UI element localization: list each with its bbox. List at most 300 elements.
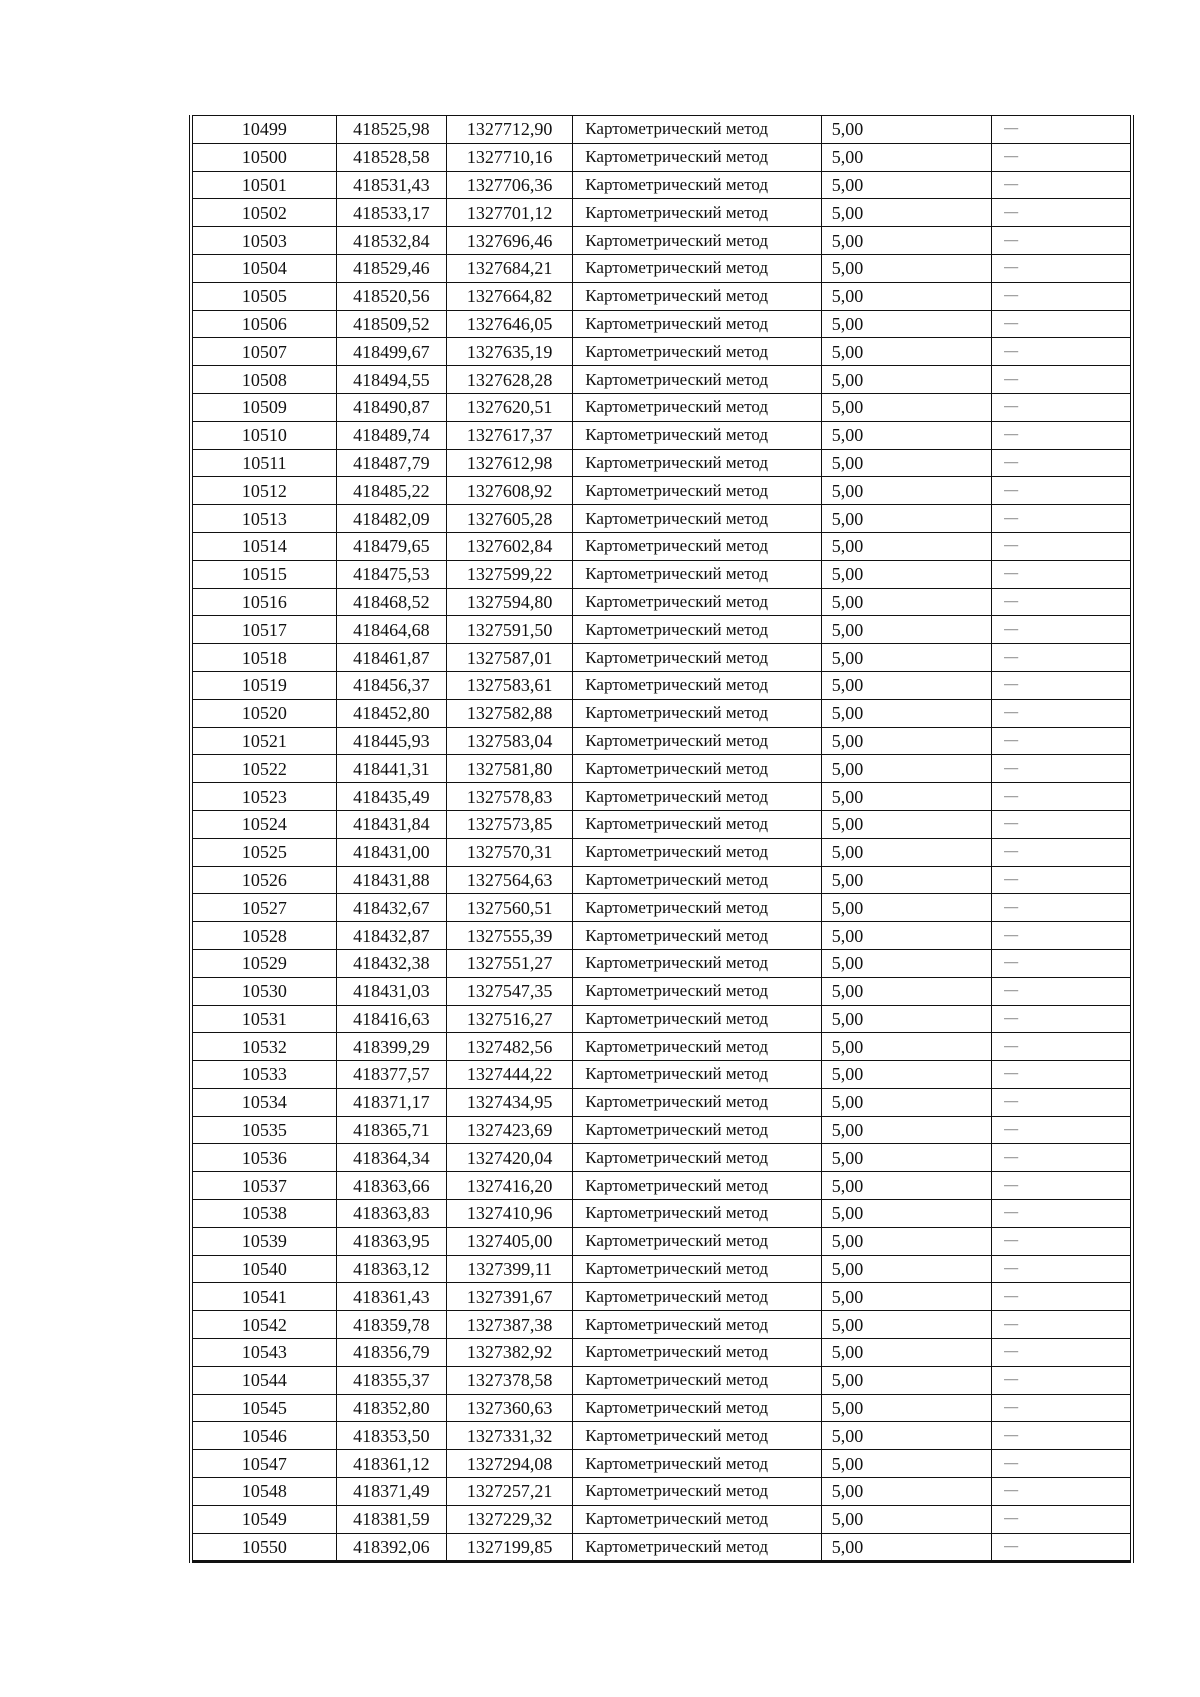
table-row	[191, 505, 1132, 533]
point-number-cell: 10500	[191, 143, 336, 171]
accuracy-cell: 5,00	[821, 783, 991, 811]
note-cell: —	[992, 282, 1132, 310]
accuracy-cell: 5,00	[821, 1061, 991, 1089]
table-row	[191, 588, 1132, 616]
method-cell: Картометрический метод	[573, 282, 822, 310]
note-cell: —	[992, 977, 1132, 1005]
accuracy-cell: 5,00	[821, 1366, 991, 1394]
table-row	[191, 1394, 1132, 1422]
x-coordinate-cell: 418531,43	[336, 171, 446, 199]
point-number-cell: 10543	[191, 1339, 336, 1367]
accuracy-cell: 5,00	[821, 1422, 991, 1450]
method-cell: Картометрический метод	[573, 227, 822, 255]
accuracy-cell: 5,00	[821, 1227, 991, 1255]
point-number-cell: 10538	[191, 1200, 336, 1228]
y-coordinate-cell: 1327684,21	[447, 254, 573, 282]
note-cell: —	[992, 199, 1132, 227]
table-row	[191, 783, 1132, 811]
point-number-cell: 10518	[191, 644, 336, 672]
point-number-cell: 10505	[191, 282, 336, 310]
accuracy-cell: 5,00	[821, 1088, 991, 1116]
accuracy-cell: 5,00	[821, 1311, 991, 1339]
point-number-cell: 10530	[191, 977, 336, 1005]
point-number-cell: 10526	[191, 866, 336, 894]
x-coordinate-cell: 418371,49	[336, 1478, 446, 1506]
method-cell: Картометрический метод	[573, 1116, 822, 1144]
table-row	[191, 1227, 1132, 1255]
method-cell: Картометрический метод	[573, 894, 822, 922]
x-coordinate-cell: 418520,56	[336, 282, 446, 310]
accuracy-cell: 5,00	[821, 1339, 991, 1367]
y-coordinate-cell: 1327555,39	[447, 922, 573, 950]
table-row	[191, 727, 1132, 755]
x-coordinate-cell: 418468,52	[336, 588, 446, 616]
method-cell: Картометрический метод	[573, 505, 822, 533]
y-coordinate-cell: 1327587,01	[447, 644, 573, 672]
table-row	[191, 1088, 1132, 1116]
point-number-cell: 10545	[191, 1394, 336, 1422]
table-row	[191, 1144, 1132, 1172]
table-row	[191, 1033, 1132, 1061]
method-cell: Картометрический метод	[573, 560, 822, 588]
method-cell: Картометрический метод	[573, 421, 822, 449]
accuracy-cell: 5,00	[821, 1533, 991, 1562]
accuracy-cell: 5,00	[821, 282, 991, 310]
x-coordinate-cell: 418445,93	[336, 727, 446, 755]
y-coordinate-cell: 1327416,20	[447, 1172, 573, 1200]
accuracy-cell: 5,00	[821, 755, 991, 783]
x-coordinate-cell: 418461,87	[336, 644, 446, 672]
table-row	[191, 116, 1132, 144]
y-coordinate-cell: 1327199,85	[447, 1533, 573, 1562]
accuracy-cell: 5,00	[821, 616, 991, 644]
x-coordinate-cell: 418479,65	[336, 532, 446, 560]
y-coordinate-cell: 1327712,90	[447, 116, 573, 144]
table-row	[191, 449, 1132, 477]
x-coordinate-cell: 418485,22	[336, 477, 446, 505]
method-cell: Картометрический метод	[573, 783, 822, 811]
note-cell: —	[992, 338, 1132, 366]
y-coordinate-cell: 1327602,84	[447, 532, 573, 560]
accuracy-cell: 5,00	[821, 199, 991, 227]
table-row	[191, 644, 1132, 672]
note-cell: —	[992, 171, 1132, 199]
method-cell: Картометрический метод	[573, 1255, 822, 1283]
y-coordinate-cell: 1327706,36	[447, 171, 573, 199]
note-cell: —	[992, 755, 1132, 783]
x-coordinate-cell: 418435,49	[336, 783, 446, 811]
y-coordinate-cell: 1327620,51	[447, 393, 573, 421]
y-coordinate-cell: 1327635,19	[447, 338, 573, 366]
y-coordinate-cell: 1327591,50	[447, 616, 573, 644]
method-cell: Картометрический метод	[573, 477, 822, 505]
accuracy-cell: 5,00	[821, 1478, 991, 1506]
method-cell: Картометрический метод	[573, 199, 822, 227]
y-coordinate-cell: 1327560,51	[447, 894, 573, 922]
table-row	[191, 1339, 1132, 1367]
accuracy-cell: 5,00	[821, 1033, 991, 1061]
x-coordinate-cell: 418441,31	[336, 755, 446, 783]
x-coordinate-cell: 418363,83	[336, 1200, 446, 1228]
method-cell: Картометрический метод	[573, 977, 822, 1005]
method-cell: Картометрический метод	[573, 1033, 822, 1061]
point-number-cell: 10533	[191, 1061, 336, 1089]
x-coordinate-cell: 418432,38	[336, 949, 446, 977]
y-coordinate-cell: 1327382,92	[447, 1339, 573, 1367]
accuracy-cell: 5,00	[821, 1116, 991, 1144]
point-number-cell: 10507	[191, 338, 336, 366]
table-row	[191, 922, 1132, 950]
point-number-cell: 10527	[191, 894, 336, 922]
x-coordinate-cell: 418356,79	[336, 1339, 446, 1367]
method-cell: Картометрический метод	[573, 1088, 822, 1116]
point-number-cell: 10539	[191, 1227, 336, 1255]
method-cell: Картометрический метод	[573, 644, 822, 672]
point-number-cell: 10520	[191, 699, 336, 727]
accuracy-cell: 5,00	[821, 227, 991, 255]
y-coordinate-cell: 1327594,80	[447, 588, 573, 616]
table-row	[191, 699, 1132, 727]
method-cell: Картометрический метод	[573, 838, 822, 866]
point-number-cell: 10508	[191, 366, 336, 394]
y-coordinate-cell: 1327294,08	[447, 1450, 573, 1478]
x-coordinate-cell: 418377,57	[336, 1061, 446, 1089]
method-cell: Картометрический метод	[573, 449, 822, 477]
note-cell: —	[992, 894, 1132, 922]
y-coordinate-cell: 1327599,22	[447, 560, 573, 588]
point-number-cell: 10509	[191, 393, 336, 421]
note-cell: —	[992, 616, 1132, 644]
accuracy-cell: 5,00	[821, 644, 991, 672]
table-row	[191, 560, 1132, 588]
x-coordinate-cell: 418353,50	[336, 1422, 446, 1450]
accuracy-cell: 5,00	[821, 1255, 991, 1283]
method-cell: Картометрический метод	[573, 866, 822, 894]
method-cell: Картометрический метод	[573, 1283, 822, 1311]
x-coordinate-cell: 418482,09	[336, 505, 446, 533]
table-row	[191, 1533, 1132, 1562]
x-coordinate-cell: 418363,95	[336, 1227, 446, 1255]
accuracy-cell: 5,00	[821, 254, 991, 282]
method-cell: Картометрический метод	[573, 1339, 822, 1367]
accuracy-cell: 5,00	[821, 977, 991, 1005]
y-coordinate-cell: 1327257,21	[447, 1478, 573, 1506]
note-cell: —	[992, 810, 1132, 838]
method-cell: Картометрический метод	[573, 310, 822, 338]
table-row	[191, 1200, 1132, 1228]
point-number-cell: 10534	[191, 1088, 336, 1116]
accuracy-cell: 5,00	[821, 421, 991, 449]
point-number-cell: 10521	[191, 727, 336, 755]
x-coordinate-cell: 418533,17	[336, 199, 446, 227]
method-cell: Картометрический метод	[573, 338, 822, 366]
note-cell: —	[992, 1116, 1132, 1144]
point-number-cell: 10512	[191, 477, 336, 505]
note-cell: —	[992, 1533, 1132, 1562]
y-coordinate-cell: 1327701,12	[447, 199, 573, 227]
table-row	[191, 1505, 1132, 1533]
note-cell: —	[992, 532, 1132, 560]
note-cell: —	[992, 143, 1132, 171]
table-row	[191, 977, 1132, 1005]
x-coordinate-cell: 418525,98	[336, 116, 446, 144]
x-coordinate-cell: 418399,29	[336, 1033, 446, 1061]
point-number-cell: 10547	[191, 1450, 336, 1478]
y-coordinate-cell: 1327516,27	[447, 1005, 573, 1033]
note-cell: —	[992, 1422, 1132, 1450]
point-number-cell: 10542	[191, 1311, 336, 1339]
x-coordinate-cell: 418361,12	[336, 1450, 446, 1478]
y-coordinate-cell: 1327628,28	[447, 366, 573, 394]
accuracy-cell: 5,00	[821, 310, 991, 338]
note-cell: —	[992, 116, 1132, 144]
note-cell: —	[992, 1366, 1132, 1394]
accuracy-cell: 5,00	[821, 449, 991, 477]
accuracy-cell: 5,00	[821, 727, 991, 755]
accuracy-cell: 5,00	[821, 1505, 991, 1533]
x-coordinate-cell: 418431,03	[336, 977, 446, 1005]
y-coordinate-cell: 1327664,82	[447, 282, 573, 310]
coordinates-table	[189, 115, 1134, 1563]
y-coordinate-cell: 1327573,85	[447, 810, 573, 838]
note-cell: —	[992, 783, 1132, 811]
y-coordinate-cell: 1327387,38	[447, 1311, 573, 1339]
y-coordinate-cell: 1327582,88	[447, 699, 573, 727]
point-number-cell: 10516	[191, 588, 336, 616]
note-cell: —	[992, 838, 1132, 866]
method-cell: Картометрический метод	[573, 171, 822, 199]
accuracy-cell: 5,00	[821, 922, 991, 950]
table-row	[191, 338, 1132, 366]
note-cell: —	[992, 449, 1132, 477]
accuracy-cell: 5,00	[821, 505, 991, 533]
method-cell: Картометрический метод	[573, 1061, 822, 1089]
method-cell: Картометрический метод	[573, 699, 822, 727]
method-cell: Картометрический метод	[573, 1005, 822, 1033]
table-row	[191, 866, 1132, 894]
note-cell: —	[992, 505, 1132, 533]
x-coordinate-cell: 418363,12	[336, 1255, 446, 1283]
method-cell: Картометрический метод	[573, 727, 822, 755]
method-cell: Картометрический метод	[573, 532, 822, 560]
point-number-cell: 10528	[191, 922, 336, 950]
y-coordinate-cell: 1327583,04	[447, 727, 573, 755]
method-cell: Картометрический метод	[573, 671, 822, 699]
note-cell: —	[992, 1478, 1132, 1506]
note-cell: —	[992, 1505, 1132, 1533]
x-coordinate-cell: 418432,67	[336, 894, 446, 922]
accuracy-cell: 5,00	[821, 1283, 991, 1311]
method-cell: Картометрический метод	[573, 1200, 822, 1228]
table-row	[191, 1450, 1132, 1478]
method-cell: Картометрический метод	[573, 755, 822, 783]
point-number-cell: 10540	[191, 1255, 336, 1283]
note-cell: —	[992, 1144, 1132, 1172]
method-cell: Картометрический метод	[573, 116, 822, 144]
y-coordinate-cell: 1327564,63	[447, 866, 573, 894]
accuracy-cell: 5,00	[821, 588, 991, 616]
y-coordinate-cell: 1327423,69	[447, 1116, 573, 1144]
point-number-cell: 10531	[191, 1005, 336, 1033]
y-coordinate-cell: 1327444,22	[447, 1061, 573, 1089]
y-coordinate-cell: 1327612,98	[447, 449, 573, 477]
accuracy-cell: 5,00	[821, 116, 991, 144]
table-row	[191, 282, 1132, 310]
table-row	[191, 1311, 1132, 1339]
method-cell: Картометрический метод	[573, 143, 822, 171]
table-row	[191, 1283, 1132, 1311]
point-number-cell: 10523	[191, 783, 336, 811]
table-row	[191, 1422, 1132, 1450]
method-cell: Картометрический метод	[573, 1394, 822, 1422]
note-cell: —	[992, 727, 1132, 755]
x-coordinate-cell: 418475,53	[336, 560, 446, 588]
y-coordinate-cell: 1327229,32	[447, 1505, 573, 1533]
y-coordinate-cell: 1327482,56	[447, 1033, 573, 1061]
point-number-cell: 10541	[191, 1283, 336, 1311]
x-coordinate-cell: 418355,37	[336, 1366, 446, 1394]
x-coordinate-cell: 418452,80	[336, 699, 446, 727]
table-row	[191, 616, 1132, 644]
x-coordinate-cell: 418490,87	[336, 393, 446, 421]
y-coordinate-cell: 1327399,11	[447, 1255, 573, 1283]
method-cell: Картометрический метод	[573, 366, 822, 394]
point-number-cell: 10511	[191, 449, 336, 477]
method-cell: Картометрический метод	[573, 1144, 822, 1172]
table-row	[191, 477, 1132, 505]
note-cell: —	[992, 699, 1132, 727]
x-coordinate-cell: 418359,78	[336, 1311, 446, 1339]
y-coordinate-cell: 1327696,46	[447, 227, 573, 255]
method-cell: Картометрический метод	[573, 949, 822, 977]
method-cell: Картометрический метод	[573, 1311, 822, 1339]
accuracy-cell: 5,00	[821, 1394, 991, 1422]
y-coordinate-cell: 1327578,83	[447, 783, 573, 811]
note-cell: —	[992, 1033, 1132, 1061]
point-number-cell: 10537	[191, 1172, 336, 1200]
method-cell: Картометрический метод	[573, 1478, 822, 1506]
accuracy-cell: 5,00	[821, 1005, 991, 1033]
y-coordinate-cell: 1327608,92	[447, 477, 573, 505]
method-cell: Картометрический метод	[573, 810, 822, 838]
note-cell: —	[992, 922, 1132, 950]
table-row	[191, 227, 1132, 255]
x-coordinate-cell: 418431,84	[336, 810, 446, 838]
coordinates-table-body	[191, 116, 1132, 1562]
x-coordinate-cell: 418494,55	[336, 366, 446, 394]
method-cell: Картометрический метод	[573, 922, 822, 950]
table-row	[191, 894, 1132, 922]
table-row	[191, 755, 1132, 783]
table-row	[191, 171, 1132, 199]
x-coordinate-cell: 418464,68	[336, 616, 446, 644]
x-coordinate-cell: 418528,58	[336, 143, 446, 171]
note-cell: —	[992, 1172, 1132, 1200]
note-cell: —	[992, 949, 1132, 977]
x-coordinate-cell: 418371,17	[336, 1088, 446, 1116]
table-row	[191, 532, 1132, 560]
point-number-cell: 10544	[191, 1366, 336, 1394]
accuracy-cell: 5,00	[821, 1144, 991, 1172]
x-coordinate-cell: 418365,71	[336, 1116, 446, 1144]
note-cell: —	[992, 1255, 1132, 1283]
accuracy-cell: 5,00	[821, 838, 991, 866]
accuracy-cell: 5,00	[821, 949, 991, 977]
point-number-cell: 10517	[191, 616, 336, 644]
note-cell: —	[992, 588, 1132, 616]
table-row	[191, 143, 1132, 171]
point-number-cell: 10536	[191, 1144, 336, 1172]
method-cell: Картометрический метод	[573, 1172, 822, 1200]
y-coordinate-cell: 1327434,95	[447, 1088, 573, 1116]
note-cell: —	[992, 1450, 1132, 1478]
table-row	[191, 949, 1132, 977]
x-coordinate-cell: 418363,66	[336, 1172, 446, 1200]
note-cell: —	[992, 671, 1132, 699]
accuracy-cell: 5,00	[821, 532, 991, 560]
accuracy-cell: 5,00	[821, 143, 991, 171]
note-cell: —	[992, 477, 1132, 505]
x-coordinate-cell: 418361,43	[336, 1283, 446, 1311]
table-row	[191, 1366, 1132, 1394]
accuracy-cell: 5,00	[821, 1172, 991, 1200]
note-cell: —	[992, 1061, 1132, 1089]
x-coordinate-cell: 418432,87	[336, 922, 446, 950]
y-coordinate-cell: 1327605,28	[447, 505, 573, 533]
table-row	[191, 671, 1132, 699]
table-row	[191, 838, 1132, 866]
accuracy-cell: 5,00	[821, 393, 991, 421]
point-number-cell: 10506	[191, 310, 336, 338]
note-cell: —	[992, 644, 1132, 672]
y-coordinate-cell: 1327405,00	[447, 1227, 573, 1255]
y-coordinate-cell: 1327331,32	[447, 1422, 573, 1450]
x-coordinate-cell: 418364,34	[336, 1144, 446, 1172]
point-number-cell: 10548	[191, 1478, 336, 1506]
table-row	[191, 810, 1132, 838]
table-row	[191, 1005, 1132, 1033]
point-number-cell: 10519	[191, 671, 336, 699]
x-coordinate-cell: 418456,37	[336, 671, 446, 699]
accuracy-cell: 5,00	[821, 1450, 991, 1478]
point-number-cell: 10515	[191, 560, 336, 588]
note-cell: —	[992, 254, 1132, 282]
accuracy-cell: 5,00	[821, 560, 991, 588]
table-row	[191, 254, 1132, 282]
note-cell: —	[992, 1088, 1132, 1116]
x-coordinate-cell: 418416,63	[336, 1005, 446, 1033]
x-coordinate-cell: 418381,59	[336, 1505, 446, 1533]
point-number-cell: 10524	[191, 810, 336, 838]
method-cell: Картометрический метод	[573, 1366, 822, 1394]
table-row	[191, 1255, 1132, 1283]
y-coordinate-cell: 1327378,58	[447, 1366, 573, 1394]
y-coordinate-cell: 1327547,35	[447, 977, 573, 1005]
point-number-cell: 10535	[191, 1116, 336, 1144]
table-row	[191, 199, 1132, 227]
point-number-cell: 10532	[191, 1033, 336, 1061]
point-number-cell: 10499	[191, 116, 336, 144]
x-coordinate-cell: 418392,06	[336, 1533, 446, 1562]
table-row	[191, 1172, 1132, 1200]
accuracy-cell: 5,00	[821, 866, 991, 894]
y-coordinate-cell: 1327391,67	[447, 1283, 573, 1311]
y-coordinate-cell: 1327583,61	[447, 671, 573, 699]
point-number-cell: 10514	[191, 532, 336, 560]
table-row	[191, 310, 1132, 338]
table-row	[191, 1478, 1132, 1506]
table-row	[191, 421, 1132, 449]
